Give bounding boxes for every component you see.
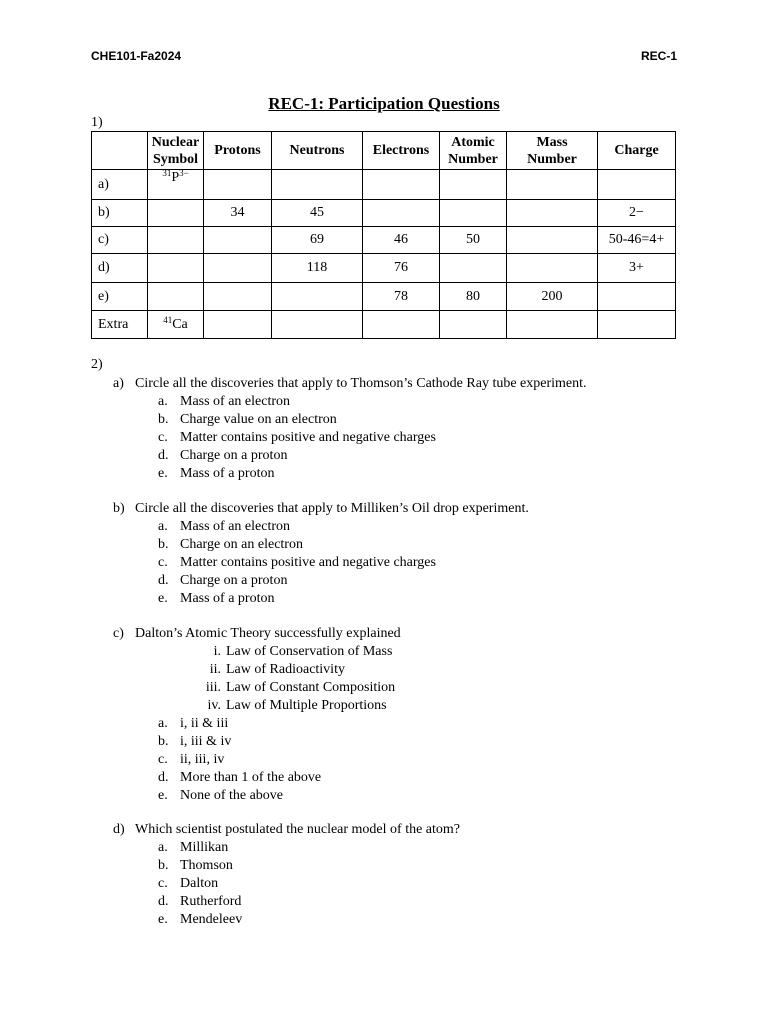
table-cell: 80 [440,283,507,311]
table-cell [440,254,507,283]
question-part-marker: c) [113,626,124,641]
table-row [92,254,676,283]
answer-option-marker: a. [158,394,168,409]
column-header-text: Nuclear [151,134,200,150]
table-cell [507,311,598,339]
ion-charge-superscript: 3− [179,168,189,178]
column-header-text: Protons [214,143,261,158]
answer-option-marker: d. [158,573,169,588]
column-header-text: Electrons [372,143,430,158]
answer-option-marker: e. [158,591,168,606]
roman-item-text: Law of Conservation of Mass [226,644,393,659]
column-header-text: Number [527,151,577,167]
column-header-text: Mass [536,134,568,150]
roman-item-marker: iii. [205,680,221,695]
answer-option-marker: b. [158,734,169,749]
table-cell: 76 [363,254,440,283]
table-cell: 50-46=4+ [598,227,676,254]
table-row [92,227,676,254]
table-cell: 200 [507,283,598,311]
table-cell [598,311,676,339]
table-cell [363,311,440,339]
nuclear-symbol-cell [148,170,204,200]
table-cell: 69 [272,227,363,254]
question-part-marker: a) [113,376,124,391]
element-symbol: P [171,170,180,185]
table-cell: 3+ [598,254,676,283]
table-cell [204,311,272,339]
question-part-marker: d) [113,822,125,837]
table-cell: 78 [363,283,440,311]
column-header [363,132,440,170]
roman-item-text: Law of Multiple Proportions [226,698,387,713]
answer-option-text: Rutherford [180,894,242,909]
table-cell [440,170,507,200]
answer-option-text: Dalton [180,876,219,891]
table-cell [440,200,507,227]
nuclear-symbol-cell [148,227,204,254]
table-cell [204,170,272,200]
column-header [598,132,676,170]
table-cell: 118 [272,254,363,283]
answer-option-marker: b. [158,858,169,873]
table-row [92,200,676,227]
question-part-text: Circle all the discoveries that apply to Thomson’s Cathode Ray tube experiment. [135,376,587,391]
answer-option-text: Thomson [180,858,233,873]
question-2-number: 2) [91,357,103,372]
answer-option-text: Charge value on an electron [180,412,337,427]
answer-option-marker: b. [158,412,169,427]
answer-option-text: Charge on a proton [180,573,288,588]
column-header [204,132,272,170]
table-cell [272,283,363,311]
table-cell [204,283,272,311]
table-cell [272,311,363,339]
table-cell [598,283,676,311]
table-cell [440,311,507,339]
table-row [92,170,676,200]
row-label: Extra [92,311,148,339]
roman-item-text: Law of Constant Composition [226,680,396,695]
table-cell: 50 [440,227,507,254]
column-header [507,132,598,170]
nuclear-symbol-cell [148,283,204,311]
answer-option-text: Mass of an electron [180,519,291,534]
table-cell [507,200,598,227]
column-header [440,132,507,170]
table-cell: 34 [204,200,272,227]
answer-option-text: Charge on a proton [180,448,288,463]
column-header-text: Symbol [152,151,199,167]
column-header [272,132,363,170]
table-row [92,311,676,339]
question-part-text: Circle all the discoveries that apply to Milliken’s Oil drop experiment. [135,501,529,516]
answer-option-text: Mass of a proton [180,591,275,606]
column-header [148,132,204,170]
answer-option-marker: e. [158,912,168,927]
table-cell: 2− [598,200,676,227]
answer-option-marker: d. [158,448,169,463]
answer-option-marker: c. [158,555,168,570]
mass-number-superscript: 41 [163,314,173,325]
answer-option-text: Matter contains positive and negative charges [180,430,436,445]
answer-option-text: More than 1 of the above [180,770,322,785]
answer-option-marker: b. [158,537,169,552]
column-header [92,132,148,170]
nuclear-symbol-cell [148,254,204,283]
nuclear-table [91,131,676,339]
answer-option-text: i, iii & iv [180,734,232,749]
column-header-text: Number [448,151,498,167]
row-label: b) [92,200,148,227]
answer-option-marker: a. [158,840,168,855]
answer-option-marker: e. [158,788,168,803]
table-cell: 45 [272,200,363,227]
column-header-text: Charge [614,143,659,158]
recitation-code: REC-1 [640,49,677,63]
table-cell [598,170,676,200]
answer-option-marker: c. [158,876,168,891]
nuclear-symbol-cell [148,311,204,339]
table-header-row [92,132,676,170]
answer-option-text: Millikan [180,840,229,855]
answer-option-marker: a. [158,716,168,731]
answer-option-text: Mass of a proton [180,466,275,481]
roman-item-marker: iv. [207,698,221,713]
answer-option-marker: e. [158,466,168,481]
roman-item-text: Law of Radioactivity [226,662,345,677]
table-cell [272,170,363,200]
answer-option-marker: c. [158,430,168,445]
answer-option-text: Matter contains positive and negative charges [180,555,436,570]
table-cell [507,227,598,254]
answer-option-text: ii, iii, iv [180,752,225,767]
table-cell [363,200,440,227]
table-cell [204,254,272,283]
column-header-text: Neutrons [289,143,345,158]
answer-option-text: i, ii & iii [180,716,229,731]
table-cell [507,170,598,200]
roman-item-marker: ii. [209,662,221,677]
question-part-text: Dalton’s Atomic Theory successfully explained [135,626,401,641]
table-row [92,283,676,311]
column-header-text: Atomic [451,134,495,150]
answer-option-marker: a. [158,519,168,534]
mass-number-superscript: 31 [162,168,172,178]
row-label: e) [92,283,148,311]
row-label: a) [92,170,148,200]
table-cell [507,254,598,283]
nuclear-symbol-cell [148,200,204,227]
page-title: REC-1: Participation Questions [268,94,500,113]
question-part-marker: b) [113,501,125,516]
answer-option-text: Mendeleev [180,912,243,927]
table-cell: 46 [363,227,440,254]
answer-option-marker: c. [158,752,168,767]
element-symbol: Ca [172,316,188,332]
table-cell [363,170,440,200]
table-cell [204,227,272,254]
roman-item-marker: i. [213,644,221,659]
answer-option-marker: d. [158,894,169,909]
question-part-text: Which scientist postulated the nuclear model of the atom? [135,822,461,837]
answer-option-text: Charge on an electron [180,537,303,552]
answer-option-marker: d. [158,770,169,785]
row-label: c) [92,227,148,254]
question-1-number: 1) [91,115,103,130]
answer-option-text: None of the above [180,788,284,803]
course-code: CHE101-Fa2024 [91,49,182,63]
answer-option-text: Mass of an electron [180,394,291,409]
row-label: d) [92,254,148,283]
